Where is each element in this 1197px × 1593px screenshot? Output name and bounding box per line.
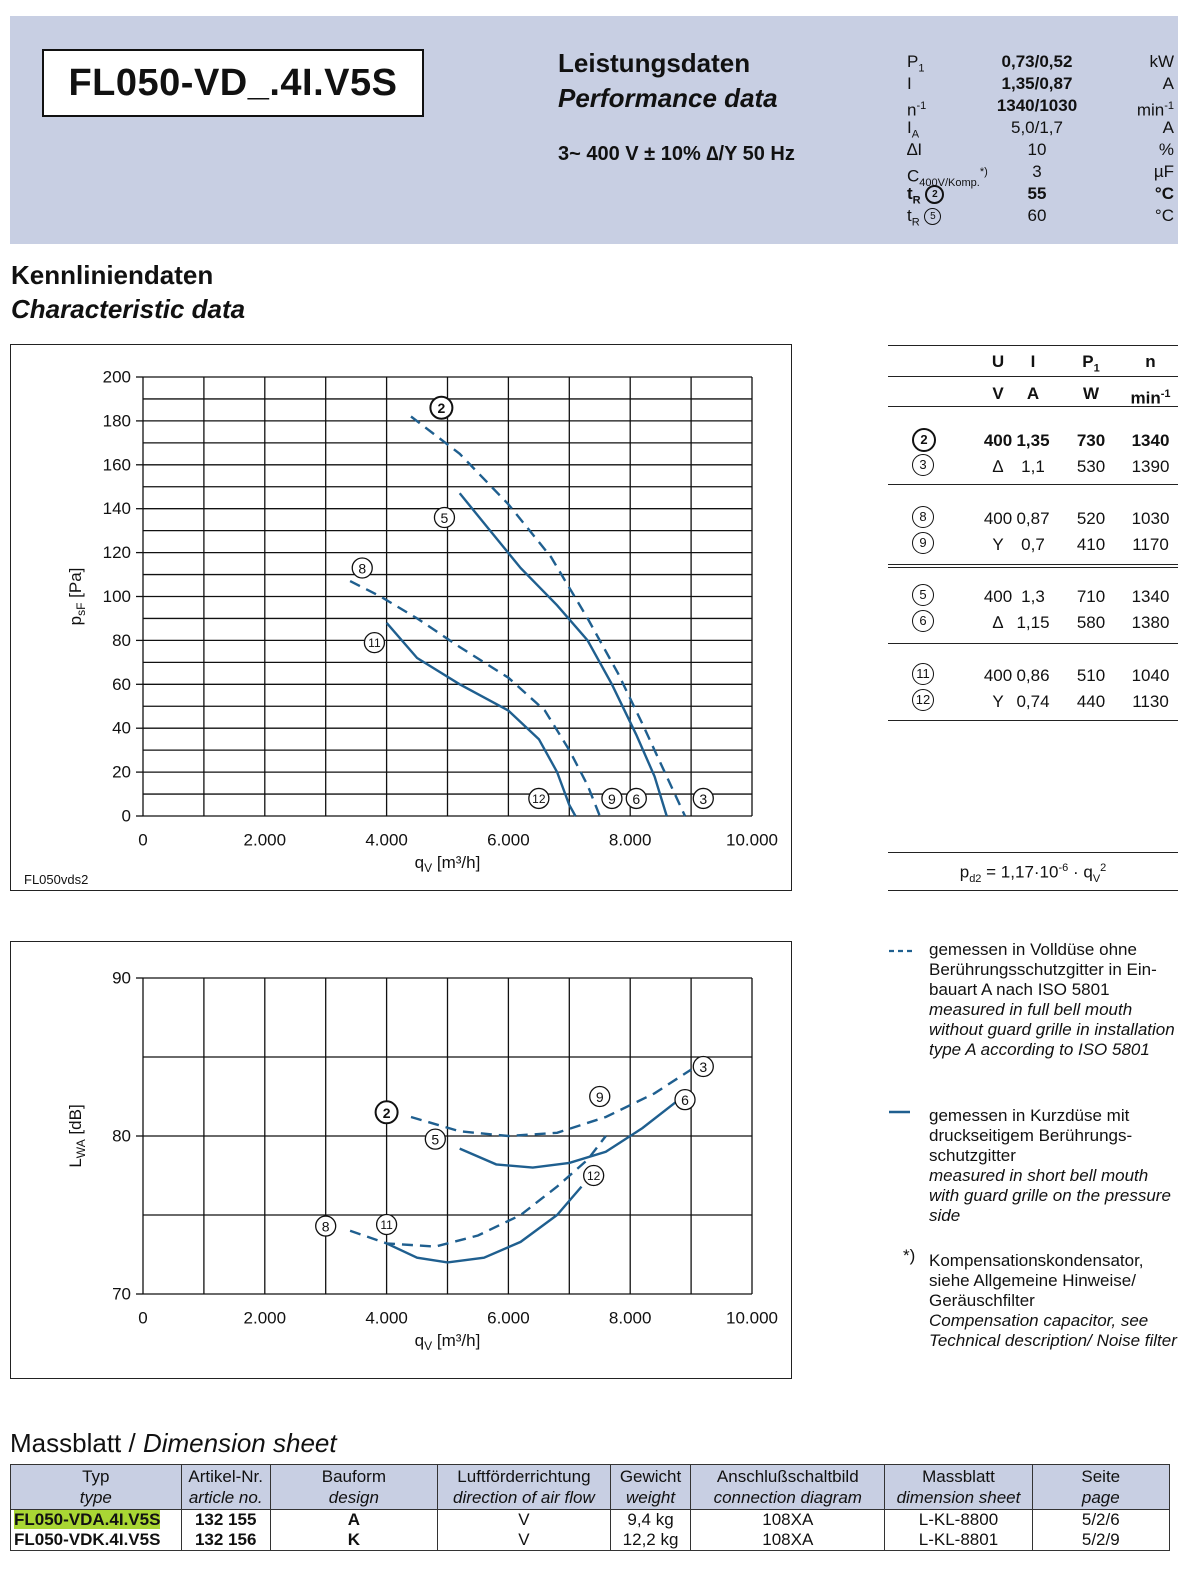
y-tick-label: 140 bbox=[102, 499, 131, 519]
table-cell: 410 bbox=[1076, 535, 1106, 554]
table-cell: 440 bbox=[1076, 692, 1106, 711]
perf-value: 55 bbox=[1027, 184, 1047, 203]
series-11 bbox=[387, 623, 576, 816]
table-cell: 1,3 bbox=[1021, 587, 1045, 606]
table-cell: $\min^{-1}$ bbox=[1130, 388, 1171, 408]
table-cell: 1040 bbox=[1131, 666, 1170, 685]
table-cell: V bbox=[992, 384, 1004, 403]
perf-value: 5,0/1,7 bbox=[1011, 118, 1063, 137]
y-tick-label: 160 bbox=[102, 455, 131, 475]
perf-symbol: $n^{-1}$ bbox=[907, 100, 927, 120]
table-cell: 132 155 bbox=[181, 1510, 270, 1531]
formula: $p_{d2} = 1,17\cdot 10^{-6} \cdot q_V^2$ bbox=[959, 862, 1107, 886]
curve-label-text: 8 bbox=[321, 1218, 330, 1235]
perf-row bbox=[907, 161, 1177, 190]
table-cell: L-KL-8800 bbox=[885, 1510, 1032, 1531]
curve-label-11 bbox=[377, 1214, 397, 1234]
legend-solid: gemessen in Kurzdüse mit druckseitigem Berührungs-schutzgitter measured in short bell mouth with guard grille on the pressure side bbox=[929, 1106, 1171, 1225]
x-tick-label: 10.000 bbox=[726, 1308, 778, 1328]
table-cell: 400 bbox=[983, 666, 1013, 685]
x-tick-label: 8.000 bbox=[608, 1308, 652, 1328]
table-cell: K bbox=[270, 1530, 437, 1551]
table-cell: V bbox=[437, 1530, 610, 1551]
sound-chart-frame bbox=[10, 941, 792, 1379]
perf-symbol: $t_R$ 2 bbox=[907, 183, 944, 211]
curve-label-5 bbox=[425, 1129, 445, 1149]
table-divider bbox=[888, 852, 1178, 853]
table-cell: 1340 bbox=[1131, 431, 1170, 450]
column-header-de: Gewicht bbox=[619, 1467, 682, 1486]
y-tick-label: 40 bbox=[112, 718, 131, 738]
dimension-title: Massblatt / Dimension sheet bbox=[10, 1428, 337, 1458]
x-tick-label: 0 bbox=[138, 1308, 148, 1328]
legend-note: Kompensationskondensator, siehe Allgemeine Hinweise/ Geräuschfilter Compensation capacitor, see Technical description/ Noise filter bbox=[929, 1251, 1177, 1350]
column-header bbox=[610, 1465, 690, 1510]
x-tick-label: 2.000 bbox=[243, 1308, 287, 1328]
dimension-table bbox=[10, 1464, 1170, 1551]
column-header-de: Artikel-Nr. bbox=[188, 1467, 263, 1486]
curve-label-text: 11 bbox=[368, 636, 381, 651]
table-cell: 510 bbox=[1076, 666, 1106, 685]
perf-symbol: $I_A$ bbox=[907, 118, 920, 141]
pressure-chart-frame bbox=[10, 344, 792, 891]
sound-chart bbox=[11, 942, 791, 1378]
table-cell: 520 bbox=[1076, 509, 1106, 528]
section-title-en: Characteristic data bbox=[11, 294, 246, 324]
curve-label-8 bbox=[352, 558, 372, 578]
curve-label-12 bbox=[584, 1166, 604, 1186]
table-cell: 0,86 bbox=[1016, 666, 1050, 685]
pressure-chart bbox=[11, 345, 791, 890]
column-header bbox=[181, 1465, 270, 1510]
x-tick-label: 2.000 bbox=[243, 830, 287, 850]
table-cell: 1130 bbox=[1132, 692, 1169, 711]
curve-label-text: 8 bbox=[358, 560, 367, 577]
column-header-de: Bauform bbox=[321, 1467, 386, 1486]
column-header-en: design bbox=[328, 1488, 379, 1507]
column-header bbox=[1032, 1465, 1169, 1510]
legend-solid-icon bbox=[888, 1107, 918, 1117]
perf-value: 60 bbox=[1027, 206, 1047, 225]
column-header-de: Seite bbox=[1081, 1467, 1121, 1486]
curve-label-text: 9 bbox=[608, 790, 616, 807]
curve-label-text: 12 bbox=[586, 1169, 601, 1183]
table-cell: U bbox=[991, 352, 1005, 371]
table-cell: 0,74 bbox=[1016, 692, 1050, 711]
perf-unit: A bbox=[1162, 74, 1174, 93]
model-name: FL050-VD_.4I.V5S bbox=[42, 49, 424, 117]
x-tick-label: 6.000 bbox=[487, 1308, 530, 1328]
table-cell: 12,2 kg bbox=[610, 1530, 690, 1551]
perf-value: 10 bbox=[1027, 140, 1047, 159]
y-tick-label: 100 bbox=[102, 587, 131, 606]
series-8 bbox=[350, 581, 600, 816]
table-cell: 108XA bbox=[691, 1530, 885, 1551]
x-tick-label: 0 bbox=[138, 830, 148, 850]
table-cell: 1340 bbox=[1131, 587, 1170, 606]
table-cell: A bbox=[270, 1510, 437, 1531]
perf-row bbox=[907, 205, 1177, 227]
perf-unit: µF bbox=[1153, 162, 1174, 181]
curve-label-text: 6 bbox=[681, 1092, 689, 1109]
column-header-en: direction of air flow bbox=[453, 1488, 595, 1507]
perf-value: 1,35/0,87 bbox=[1001, 74, 1073, 93]
table-cell: $P_1$ bbox=[1082, 352, 1100, 375]
curve-label-5 bbox=[434, 507, 454, 527]
legend-dashed: gemessen in Volldüse ohne Berührungsschutzgitter in Ein-bauart A nach ISO 5801 measured in full bell mouth without guard grille in installation type A according to ISO 5801 bbox=[929, 940, 1175, 1059]
column-header-en: weight bbox=[625, 1488, 676, 1507]
chart-code: FL050vds2 bbox=[24, 872, 89, 887]
performance-values bbox=[907, 51, 1177, 231]
y-tick-label: 200 bbox=[102, 367, 131, 387]
table-cell: 1,1 bbox=[1021, 457, 1045, 476]
curve-label-text: 12 bbox=[532, 791, 546, 806]
table-cell: W bbox=[1082, 384, 1100, 403]
perf-unit: °C bbox=[1154, 206, 1174, 225]
series-2 bbox=[411, 1070, 691, 1136]
table-row: 3 ∆ 1,1 530 1390 bbox=[888, 454, 1178, 480]
x-tick-label: 4.000 bbox=[365, 830, 408, 850]
column-header bbox=[437, 1465, 610, 1510]
table-cell: ∆ bbox=[992, 457, 1004, 476]
curve-label-text: 3 bbox=[699, 790, 708, 807]
curve-label-text: 11 bbox=[380, 1217, 393, 1232]
perf-value: 0,73/0,52 bbox=[1001, 52, 1073, 71]
curve-label-8 bbox=[316, 1216, 336, 1236]
table-unit-row bbox=[888, 381, 1178, 407]
table-cell: 530 bbox=[1076, 457, 1106, 476]
table-cell: n bbox=[1145, 352, 1156, 371]
y-axis-title: $p_{sF}$ [Pa] bbox=[66, 567, 88, 626]
column-header-en: page bbox=[1081, 1488, 1120, 1507]
curve-label-9 bbox=[602, 788, 622, 808]
curve-label-2 bbox=[376, 1101, 398, 1123]
curve-label-text: 2 bbox=[382, 1104, 391, 1121]
curve-label-text: 9 bbox=[595, 1089, 604, 1105]
curve-label-9 bbox=[590, 1087, 610, 1107]
table-cell: 9,4 kg bbox=[610, 1510, 690, 1531]
table-cell: 400 bbox=[983, 431, 1013, 450]
perf-unit: A bbox=[1162, 118, 1174, 137]
perf-row bbox=[907, 117, 1177, 139]
table-row bbox=[11, 1510, 1170, 1531]
column-header bbox=[270, 1465, 437, 1510]
table-cell: 108XA bbox=[691, 1510, 885, 1531]
y-tick-label: 80 bbox=[112, 630, 131, 650]
column-header-de: Anschlußschaltbild bbox=[716, 1467, 859, 1486]
characteristic-table bbox=[888, 345, 1178, 745]
perf-title-de: Leistungsdaten bbox=[558, 48, 751, 78]
table-cell: Y bbox=[992, 692, 1004, 711]
table-cell: 5/2/9 bbox=[1032, 1530, 1169, 1551]
table-cell: 1380 bbox=[1131, 613, 1170, 632]
perf-unit: kW bbox=[1149, 52, 1174, 71]
x-tick-label: 4.000 bbox=[365, 1308, 408, 1328]
table-row: 5 400 1,3 710 1340 bbox=[888, 584, 1178, 610]
table-row: 8 400 0,87 520 1030 bbox=[888, 506, 1178, 532]
y-tick-label: 90 bbox=[112, 968, 131, 988]
y-axis-title: $L_{WA}$ [dB] bbox=[66, 1104, 88, 1168]
perf-row bbox=[907, 183, 1177, 205]
curve-label-text: 6 bbox=[632, 790, 641, 807]
table-cell: 730 bbox=[1076, 431, 1106, 450]
table-row: 6 ∆ 1,15 580 1380 bbox=[888, 610, 1178, 636]
perf-symbol: $t_R$ 5 bbox=[907, 205, 941, 233]
table-row bbox=[11, 1530, 1170, 1551]
perf-row bbox=[907, 73, 1177, 95]
curve-label-6 bbox=[675, 1090, 695, 1110]
supply-voltage: 3~ 400 V ± 10% ∆/Y 50 Hz bbox=[558, 143, 795, 165]
column-header-de: Massblatt bbox=[922, 1467, 995, 1486]
table-row: 11 400 0,86 510 1040 bbox=[888, 663, 1178, 689]
table-header-row bbox=[888, 349, 1178, 375]
perf-symbol: ∆I bbox=[907, 140, 923, 159]
curve-label-text: 5 bbox=[440, 509, 449, 526]
column-header bbox=[11, 1465, 182, 1510]
curve-label-text: 2 bbox=[437, 400, 446, 417]
section-title-de: Kennliniendaten bbox=[11, 260, 214, 290]
curve-label-text: 3 bbox=[699, 1058, 708, 1075]
perf-symbol: $P_1$ bbox=[907, 52, 925, 75]
table-row: 12 Y 0,74 440 1130 bbox=[888, 689, 1178, 715]
table-cell: 1170 bbox=[1132, 535, 1169, 554]
table-cell: 1,35 bbox=[1016, 431, 1050, 450]
perf-symbol: I bbox=[907, 74, 912, 93]
y-tick-label: 0 bbox=[121, 806, 131, 826]
table-cell: ∆ bbox=[992, 613, 1004, 632]
perf-title-en: Performance data bbox=[558, 83, 778, 113]
table-cell: 132 156 bbox=[181, 1530, 270, 1551]
table-cell: 400 bbox=[983, 509, 1013, 528]
perf-symbol: $C_{400V/Komp.}^{*)}$ bbox=[907, 166, 988, 190]
table-cell: Y bbox=[992, 535, 1004, 554]
perf-row bbox=[907, 139, 1177, 161]
table-row: 9 Y 0,7 410 1170 bbox=[888, 532, 1178, 558]
curve-label-11 bbox=[364, 633, 384, 653]
y-tick-label: 60 bbox=[112, 674, 131, 694]
x-tick-label: 10.000 bbox=[726, 830, 778, 850]
y-tick-label: 180 bbox=[102, 411, 131, 431]
y-tick-label: 80 bbox=[112, 1126, 131, 1146]
table-cell: 580 bbox=[1076, 613, 1106, 632]
column-header-de: Typ bbox=[82, 1467, 110, 1486]
table-divider bbox=[888, 890, 1178, 891]
table-cell: 0,7 bbox=[1021, 535, 1045, 554]
table-cell: A bbox=[1026, 384, 1040, 403]
table-cell: L-KL-8801 bbox=[885, 1530, 1032, 1551]
column-header bbox=[691, 1465, 885, 1510]
perf-value: 3 bbox=[1032, 162, 1042, 181]
column-header bbox=[885, 1465, 1032, 1510]
table-cell: FL050-VDA.4I.V5S bbox=[11, 1510, 182, 1531]
x-tick-label: 6.000 bbox=[487, 830, 530, 850]
perf-unit: $\min^{-1}$ bbox=[1136, 100, 1174, 120]
column-header-en: dimension sheet bbox=[896, 1488, 1021, 1507]
column-header-de: Luftförderrichtung bbox=[457, 1467, 591, 1486]
perf-unit: % bbox=[1158, 140, 1174, 159]
column-header-en: type bbox=[79, 1488, 112, 1507]
column-header-en: article no. bbox=[188, 1488, 263, 1507]
series-5 bbox=[460, 493, 667, 816]
y-tick-label: 70 bbox=[112, 1284, 131, 1304]
table-cell: V bbox=[437, 1510, 610, 1531]
series-11 bbox=[387, 1187, 582, 1263]
table-cell: 400 bbox=[983, 587, 1013, 606]
table-cell: 710 bbox=[1076, 587, 1106, 606]
table-row: 2 400 1,35 730 1340 bbox=[888, 428, 1178, 454]
table-cell: 0,87 bbox=[1016, 509, 1050, 528]
column-header-en: connection diagram bbox=[713, 1488, 862, 1507]
perf-unit: °C bbox=[1154, 184, 1174, 203]
perf-row bbox=[907, 95, 1177, 120]
table-cell: 1030 bbox=[1131, 509, 1170, 528]
table-cell: 1390 bbox=[1131, 457, 1170, 476]
curve-label-6 bbox=[626, 788, 646, 808]
table-cell: 1,15 bbox=[1016, 613, 1050, 632]
curve-label-text: 5 bbox=[431, 1131, 440, 1148]
x-axis-title: $q_V$ [m³/h] bbox=[414, 853, 481, 875]
table-cell: 5/2/6 bbox=[1032, 1510, 1169, 1531]
y-tick-label: 20 bbox=[112, 762, 131, 782]
perf-row bbox=[907, 51, 1177, 73]
y-tick-label: 120 bbox=[102, 543, 131, 563]
legend-dashed-icon bbox=[888, 946, 918, 956]
perf-value: 1340/1030 bbox=[996, 96, 1078, 115]
table-cell: I bbox=[1030, 352, 1036, 371]
curve-label-2 bbox=[430, 397, 452, 419]
x-tick-label: 8.000 bbox=[608, 830, 652, 850]
curve-label-3 bbox=[693, 788, 713, 808]
note-mark: *) bbox=[903, 1246, 916, 1265]
curve-label-12 bbox=[529, 788, 549, 808]
curve-label-3 bbox=[693, 1056, 713, 1076]
table-cell: FL050-VDK.4I.V5S bbox=[11, 1530, 182, 1551]
x-axis-title: $q_V$ [m³/h] bbox=[414, 1331, 481, 1353]
